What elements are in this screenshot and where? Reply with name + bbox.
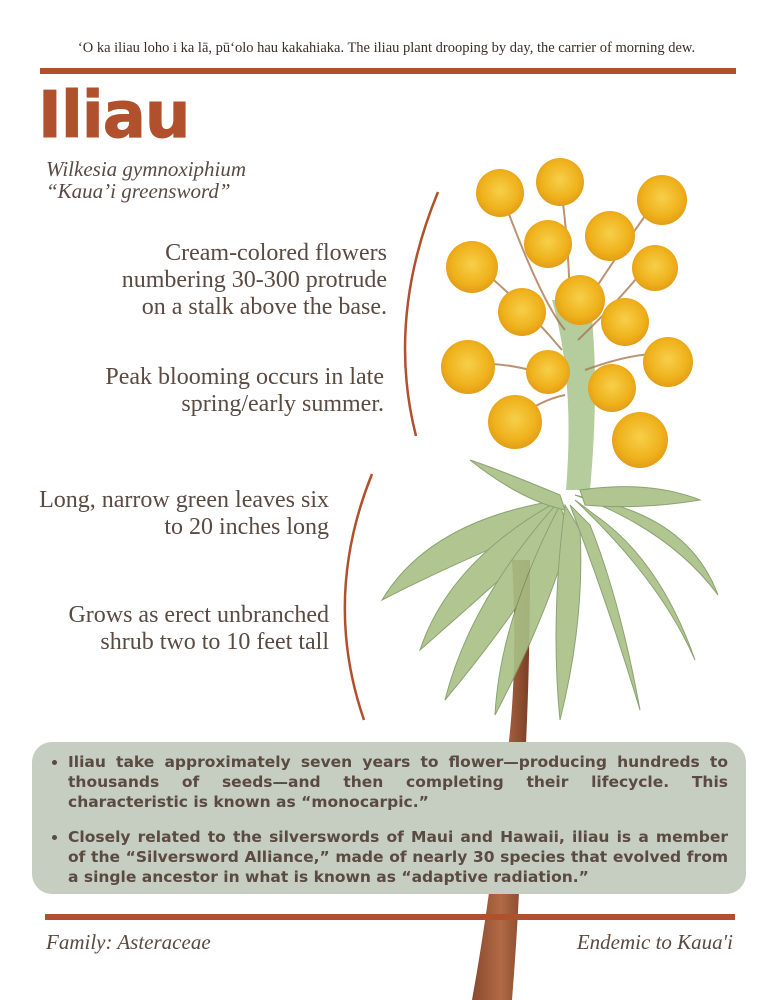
bottom-divider xyxy=(45,914,735,920)
bullet-monocarpic: • Iliau take approximately seven years to flower—producing hundreds to thousands of seeds—and then completing their lifecycle. This characteristic is known as “monocarpic.” xyxy=(68,752,728,812)
page-title: Iliau xyxy=(38,79,190,153)
fact-bullet-list xyxy=(44,752,728,887)
common-name: “Kaua’i greensword” xyxy=(46,179,231,203)
flower-heads xyxy=(441,158,693,468)
scientific-name: Wilkesia gymnoxiphium xyxy=(46,157,247,181)
fact-blooming: Peak blooming occurs in late spring/early summer. xyxy=(105,364,384,417)
family-label: Family: Asteraceae xyxy=(46,930,211,954)
bullet-silversword-alliance: • Closely related to the silverswords of Maui and Hawaii, iliau is a member of the “Silversword Alliance,” made of nearly 30 species that evolved from a single ancestor in what is known as “adaptive radiation.” xyxy=(68,827,728,887)
fact-growth: Grows as erect unbranched shrub two to 10 feet tall xyxy=(68,602,329,655)
endemic-label: Endemic to Kaua'i xyxy=(576,930,733,954)
leaf-rosette xyxy=(382,460,718,720)
fact-flowers: Cream-colored flowers numbering 30-300 protrude on a stalk above the base. xyxy=(121,240,387,320)
fact-leaves: Long, narrow green leaves six to 20 inches long xyxy=(39,487,329,540)
proverb: ʻO ka iliau loho i ka lā, pūʻolo hau kakahiaka. The iliau plant drooping by day, the carrier of morning dew. xyxy=(77,40,696,56)
bracket-arc-lower xyxy=(345,474,372,720)
info-box xyxy=(32,742,746,894)
